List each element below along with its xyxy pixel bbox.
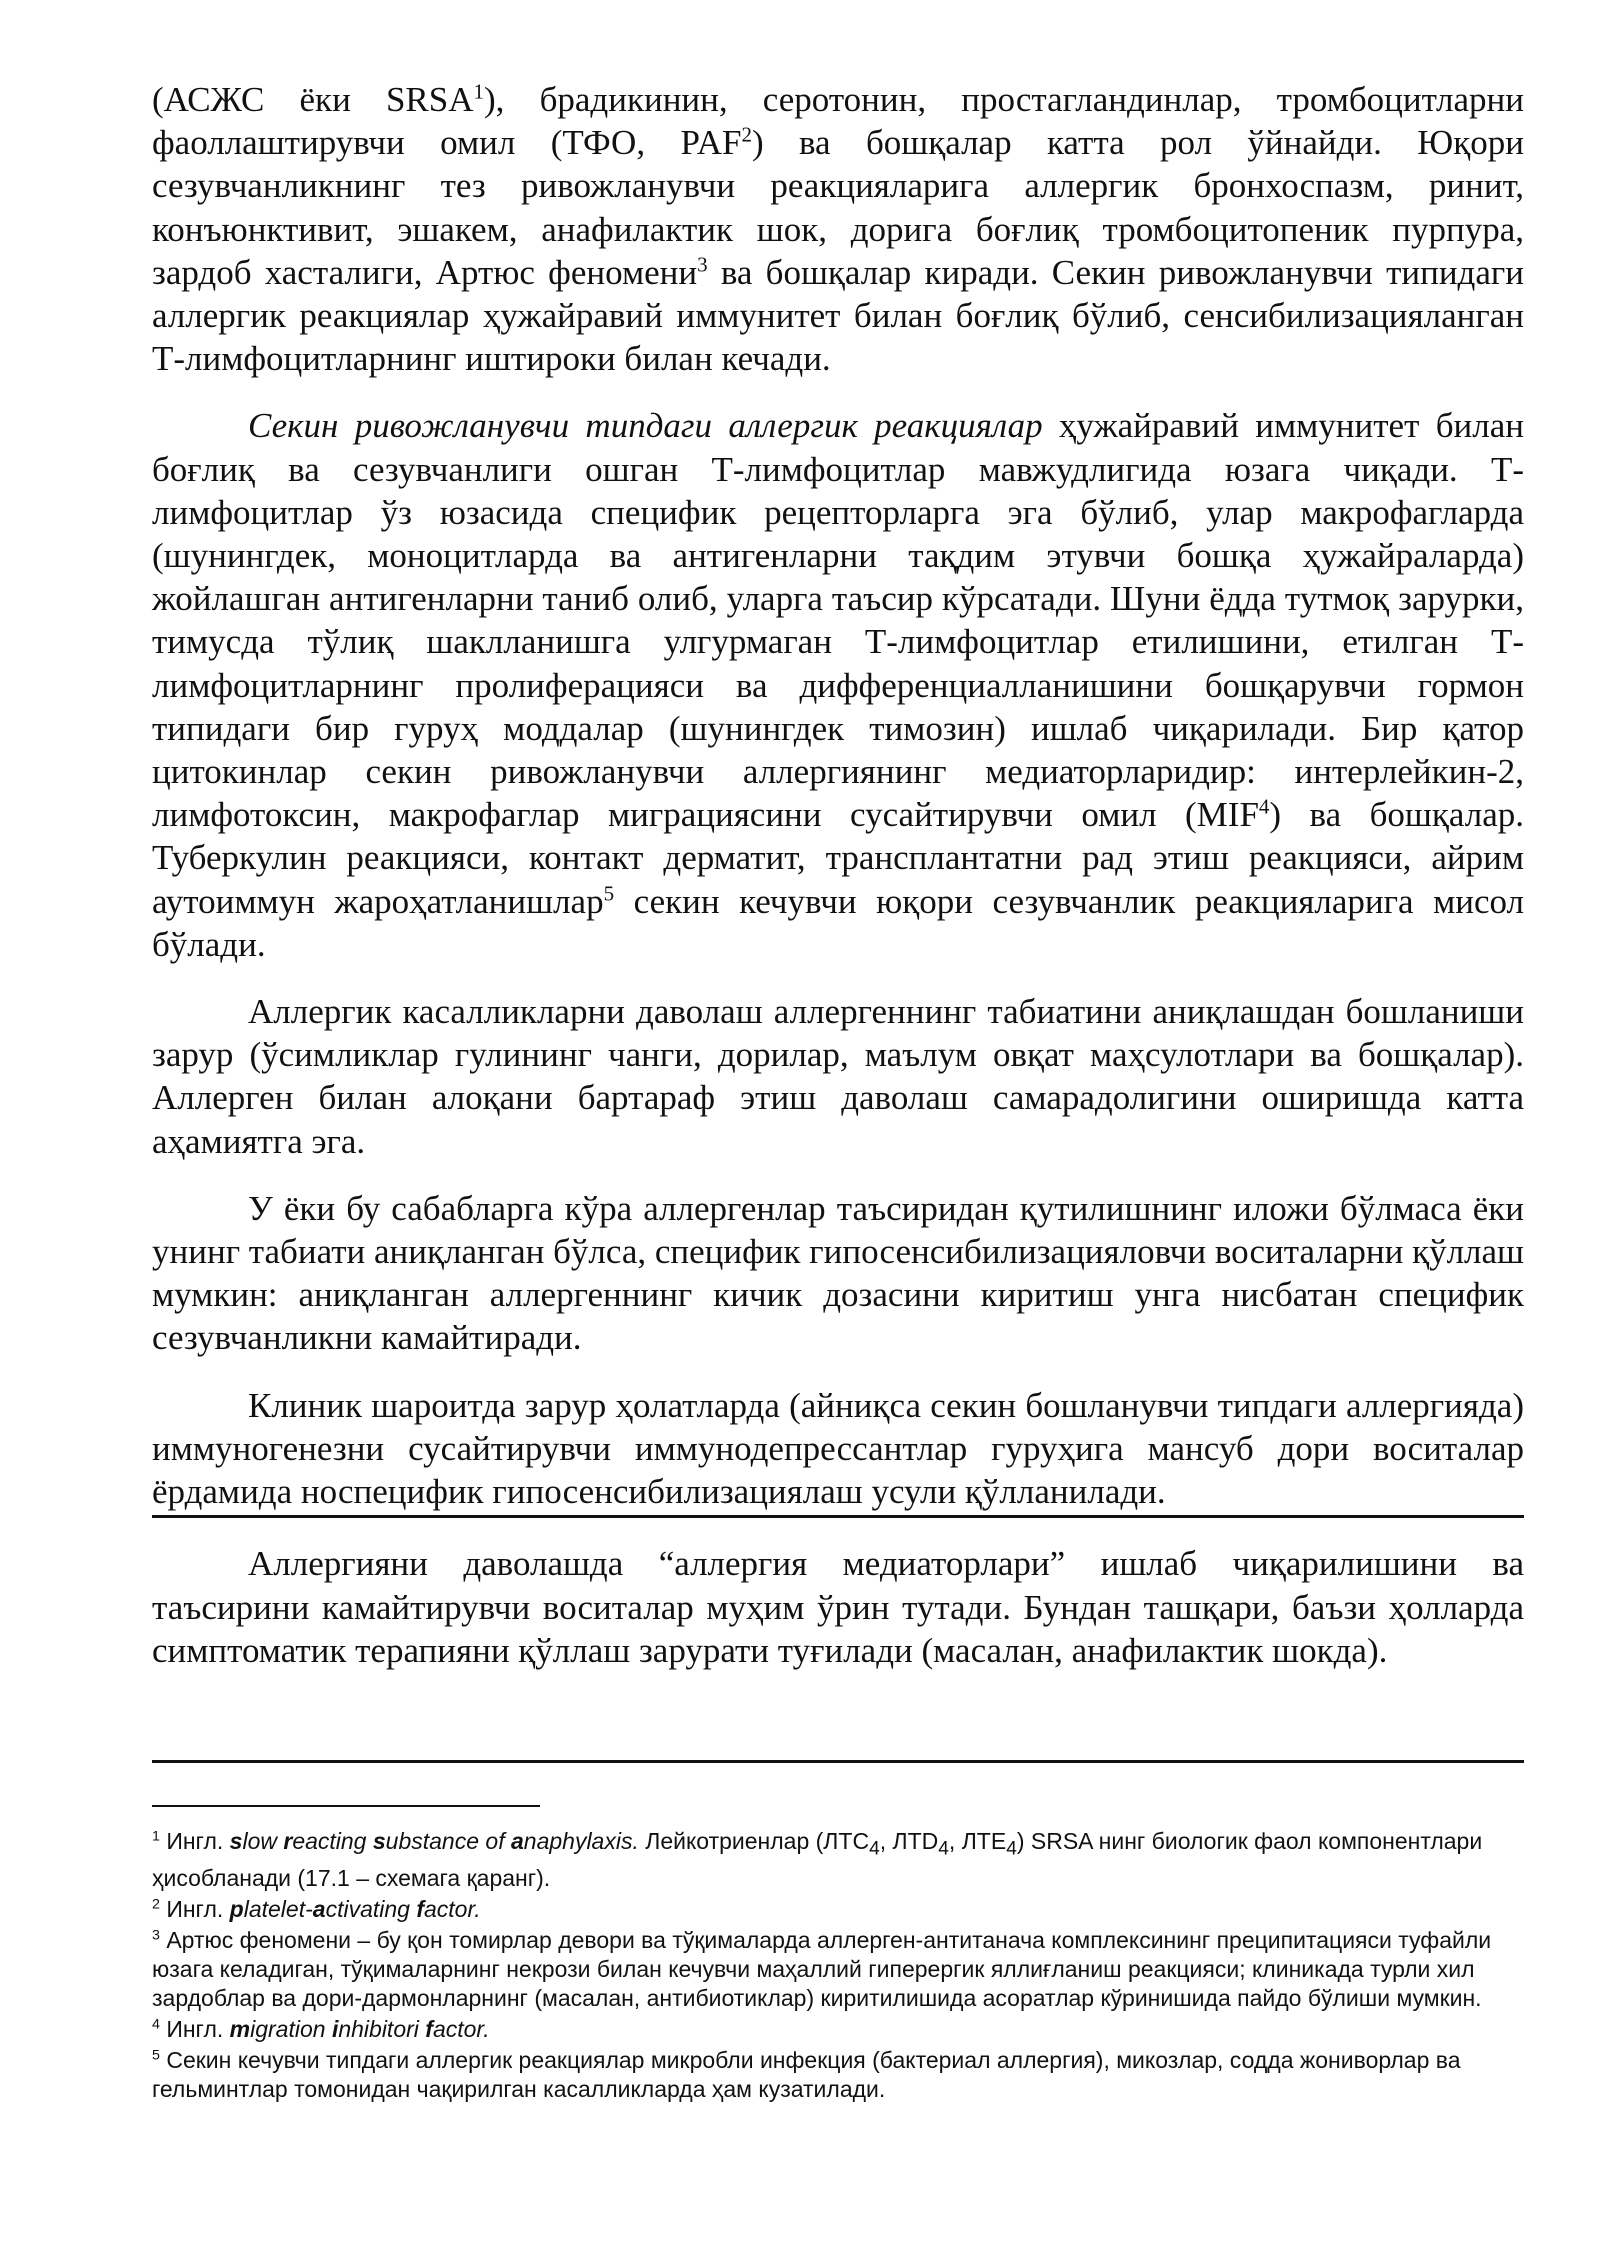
horizontal-rule xyxy=(152,1515,1524,1518)
acronym-rest: igration xyxy=(250,2015,332,2042)
acronym-rest: eacting xyxy=(292,1827,373,1854)
footnotes xyxy=(152,1827,1524,2104)
footnote-ref-1[interactable]: 1 xyxy=(473,79,485,104)
text-run: Лейкотриенлар (ЛТС xyxy=(638,1827,870,1854)
italic-term: Секин ривожланувчи типдаги аллергик реакциялар xyxy=(248,406,1043,446)
text-run: секин кечувчи юқори сезувчанлик реакцияларига мисол бўлади. xyxy=(152,881,1524,964)
text-run: ), брадикинин, серотонин, простагландинлар, тромбоцитларни фаоллаштирувчи омил (ТФО, PAF xyxy=(152,80,1525,163)
footnote-separator xyxy=(152,1805,540,1807)
footnote-number: 5 xyxy=(152,2046,160,2063)
text-run: ) ва бошқалар катта рол ўйнайди. Юқори сезувчанликнинг тез ривожланувчи реакцияларига аллергик бронхоспазм, ринит, конъюнктивит, эшакем, анафилактик шок, дорига боғлиқ тромбоцитопеник пурпура, зардоб хасталиги, Артюс феномени xyxy=(152,123,1524,292)
footnote-number: 2 xyxy=(152,1895,160,1912)
acronym-letter: r xyxy=(283,1827,293,1854)
text-run: ҳужайравий иммунитет билан боғлиқ ва сезувчанлиги ошган Т-лимфоцитлар мавжудлигида юзага чиқади. Т-лимфоцитлар ўз юзасида специфик рецепторларга эга бўлиб, улар макрофагларда (шунингдек, моноцитларда ва антигенларни тақдим этувчи бошқа ҳужайраларда) жойлашган антигенларни таниб олиб, уларга таъсир кўрсатади. Шуни ёдда тутмоқ зарурки, тимусда тўлиқ шаклланишга улгурмаган Т-лимфоцитлар етилишини, етилган Т-лимфоцитларнинг пролиферацияси ва дифференциалланишини бошқарувчи гормон типидаги бир гуруҳ моддалар (шунингдек тимозин) ишлаб чиқарилади. Бир қатор цитокинлар секин ривожланувчи аллергиянинг медиаторларидир: интерлейкин-2, лимфотоксин, макрофаглар миграциясини сусайтирувчи омил (MIF xyxy=(152,406,1524,835)
footnote-ref-3[interactable]: 3 xyxy=(697,252,708,277)
paragraph-6: Аллергияни даволашда “аллергия медиаторлари” ишлаб чиқарилишини ва таъсирини камайтирувчи воситалар муҳим ўрин тутади. Бундан ташқари, баъзи ҳолларда симптоматик терапияни қўллаш зарурати туғилади (масалан, анафилактик шокда). xyxy=(152,1544,1524,1670)
subscript: 4 xyxy=(869,1838,880,1860)
footnote-3 xyxy=(152,1926,1524,2013)
footnote-2 xyxy=(152,1895,1524,1924)
main-text xyxy=(152,78,1524,1672)
text-run: ) SRSA нинг биологик фаол компонентлари ҳисобланади (17.1 – схемага қаранг). xyxy=(152,1827,1483,1891)
footnote-prefix: Ингл. xyxy=(166,2015,230,2042)
footnote-number: 4 xyxy=(152,2015,160,2032)
footer-rule xyxy=(152,1760,1524,1763)
subscript: 4 xyxy=(1006,1838,1017,1860)
paragraph-2 xyxy=(152,404,1524,966)
acronym-rest: ctivating xyxy=(325,1895,417,1922)
paragraph-4: У ёки бу сабабларга кўра аллергенлар таъсиридан қутилишнинг иложи бўлмаса ёки унинг табиати аниқланган бўлса, специфик гипосенсибилизацияловчи воситаларни қўллаш мумкин: аниқланган аллергеннинг кичик дозасини киритиш унга нисбатан специфик сезувчанликни камайтиради. xyxy=(152,1188,1524,1358)
footnote-number: 3 xyxy=(152,1926,160,1943)
footnote-ref-5[interactable]: 5 xyxy=(603,881,615,905)
footnote-text: Секин кечувчи типдаги аллергик реакциялар микробли инфекция (бактериал аллергия), микозлар, содда жониворлар ва гельминтлар томонидан чақирилган касалликларда ҳам кузатилади. xyxy=(152,2046,1461,2102)
footnote-ref-4[interactable]: 4 xyxy=(1258,794,1270,819)
footnote-prefix: Ингл. xyxy=(166,1827,230,1854)
footnote-ref-2[interactable]: 2 xyxy=(741,122,752,147)
acronym-rest: low xyxy=(242,1827,284,1854)
text-run: (АСЖС ёки SRSA xyxy=(152,80,474,119)
paragraph-3: Аллергик касалликларни даволаш аллергеннинг табиатини аниқлашдан бошланиши зарур (ўсимликлар гулининг чанги, дорилар, маълум овқат маҳсулотлари ва бошқалар). Аллерген билан алоқани бартараф этиш даволаш самарадолигини оширишда катта аҳамиятга эга. xyxy=(152,992,1524,1161)
document-page xyxy=(152,78,1524,2106)
acronym-rest: nhibitori xyxy=(338,2015,426,2042)
acronym-letter: s xyxy=(372,1827,386,1854)
acronym-letter: f xyxy=(425,2015,433,2042)
acronym-letter: p xyxy=(229,1895,244,1922)
text-run: ) ва бошқалар. Туберкулин реакцияси, контакт дерматит, трансплантатни рад этиш реакцияси, айрим аутоиммун жароҳатланишлар xyxy=(152,795,1524,921)
acronym-rest: actor. xyxy=(424,1895,481,1922)
acronym-letter: a xyxy=(312,1895,326,1922)
acronym-letter: a xyxy=(510,1827,524,1854)
footnote-prefix: Ингл. xyxy=(166,1895,230,1922)
subscript: 4 xyxy=(938,1838,949,1860)
acronym-rest: ubstance of xyxy=(385,1827,511,1854)
footnote-number: 1 xyxy=(152,1828,160,1845)
paragraph-5: Клиник шароитда зарур ҳолатларда (айниқса секин бошланувчи типдаги аллергияда) иммуногенезни сусайтирувчи иммунодепрессантлар гуруҳига мансуб дори воситалар ёрдамида носпецифик гипосенсибилизациялаш усули қўлланилади. xyxy=(152,1385,1524,1512)
acronym-rest: actor. xyxy=(432,2015,490,2042)
acronym-rest: latelet- xyxy=(243,1895,313,1922)
acronym-rest: naphylaxis. xyxy=(523,1827,639,1854)
text-run: , ЛТD xyxy=(879,1827,939,1854)
acronym-letter: m xyxy=(229,2015,251,2042)
footnote-text: Артюс феномени – бу қон томирлар девори ва тўқималарда аллерген-антитанача комплексининг преципитацияси туфайли юзага келадиган, тўқималарнинг некрози билан кечувчи маҳаллий гиперергик яллиғланиш реакцияси; клиникада турли хил зардоблар ва дори-дармонларнинг (масалан, антибиотиклар) киритилишида асоратлар кўринишида пайдо бўлиши мумкин. xyxy=(152,1926,1492,2011)
acronym-letter: f xyxy=(416,1895,424,1922)
text-run: ва бошқалар киради. Секин ривожланувчи типидаги аллергик реакциялар ҳужайравий иммунитет билан боғлиқ бўлиб, сенсибилизацияланган Т-лимфоцитларнинг иштироки билан кечади. xyxy=(152,252,1524,379)
acronym-letter: s xyxy=(229,1827,243,1854)
text-run: , ЛТЕ xyxy=(948,1827,1007,1854)
acronym-letter: i xyxy=(331,2015,339,2042)
footnote-4 xyxy=(152,2015,1524,2044)
paragraph-1 xyxy=(152,78,1524,380)
footnote-1 xyxy=(152,1827,1524,1893)
footnote-5 xyxy=(152,2046,1524,2104)
